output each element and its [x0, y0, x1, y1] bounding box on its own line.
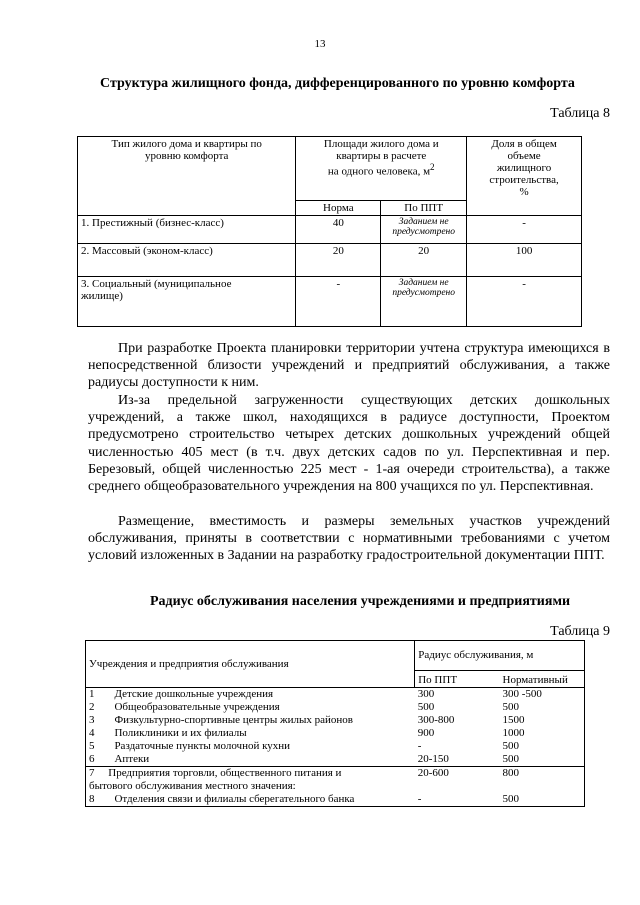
table-row: 4 Поликлиники и их филиалы 900 1000 — [86, 727, 585, 740]
table-row: 2 Общеобразовательные учреждения 500 500 — [86, 701, 585, 714]
housing-structure-table — [77, 136, 582, 327]
table-row: 1 Детские дошкольные учреждения 300 300 -500 — [86, 688, 585, 702]
table-row: 3 Физкультурно-спортивные центры жилых районов 300-800 1500 — [86, 714, 585, 727]
header-housing-type: Тип жилого дома и квартиры по уровню комфорта — [78, 137, 296, 216]
header-normative: Нормативный — [500, 671, 585, 688]
header-by-ppt: По ППТ — [415, 671, 500, 688]
table-row: 8 Отделения связи и филиалы сберегательного банка - 500 — [86, 793, 585, 807]
header-ppt: По ППТ — [381, 201, 467, 216]
paragraph-3: Размещение, вместимость и размеры земельных участков учреждений обслуживания, приняты в соответствии с нормативными требованиями с учетом условий изложенных в Задании на разработку градостроительной документации ППТ. — [88, 514, 610, 564]
table9-heading: Радиус обслуживания населения учреждениями и предприятиями — [149, 594, 571, 609]
paragraph-1: При разработке Проекта планировки территории учтена структура имеющихся в непосредственной близости учреждений и предприятий обслуживания, а также радиусы доступности к ним. — [88, 341, 610, 391]
table8-caption: Таблица 8 — [550, 106, 610, 121]
header-institutions: Учреждения и предприятия обслуживания — [86, 641, 415, 688]
paragraph-2: Из-за предельной загруженности существующих детских дошкольных учреждений, а также школ, находящихся в радиусе доступности, Проектом предусмотрено строительство четырех детских дошкольных учреждений общей численностью 405 мест (в т.ч. двух детских садов по ул. Перспективная и пер. Березовый, общей численностью 225 мест - 1-ая очереди строительства), а также среднего общеобразовательного учреждения на 800 учащихся по ул. Перспективная. — [88, 393, 610, 495]
table-row: 1. Престижный (бизнес-класс) 40 Заданием не предусмотрено - — [78, 216, 582, 244]
table-row: 3. Социальный (муниципальное жилище) - Заданием не предусмотрено - — [78, 277, 582, 327]
service-radius-table — [85, 640, 585, 807]
header-area-per-person: Площади жилого дома и квартиры в расчете на одного человека, $м^2$ — [296, 137, 467, 201]
header-norm: Норма — [296, 201, 381, 216]
table8-heading: Структура жилищного фонда, дифференцированного по уровню комфорта — [100, 76, 575, 91]
page-number: 13 — [314, 38, 326, 50]
table-row: 2. Массовый (эконом-класс) 20 20 100 — [78, 244, 582, 277]
table9-caption: Таблица 9 — [550, 624, 610, 639]
header-radius: Радиус обслуживания, м — [415, 641, 585, 671]
table-row: 5 Раздаточные пункты молочной кухни - 500 — [86, 740, 585, 753]
table-row: 6 Аптеки 20-150 500 — [86, 753, 585, 767]
header-share: Доля в общем объеме жилищного строительства, % — [467, 137, 582, 216]
table-row: 7 Предприятия торговли, общественного питания и бытового обслуживания местного значения: 20-600 800 — [86, 767, 585, 794]
